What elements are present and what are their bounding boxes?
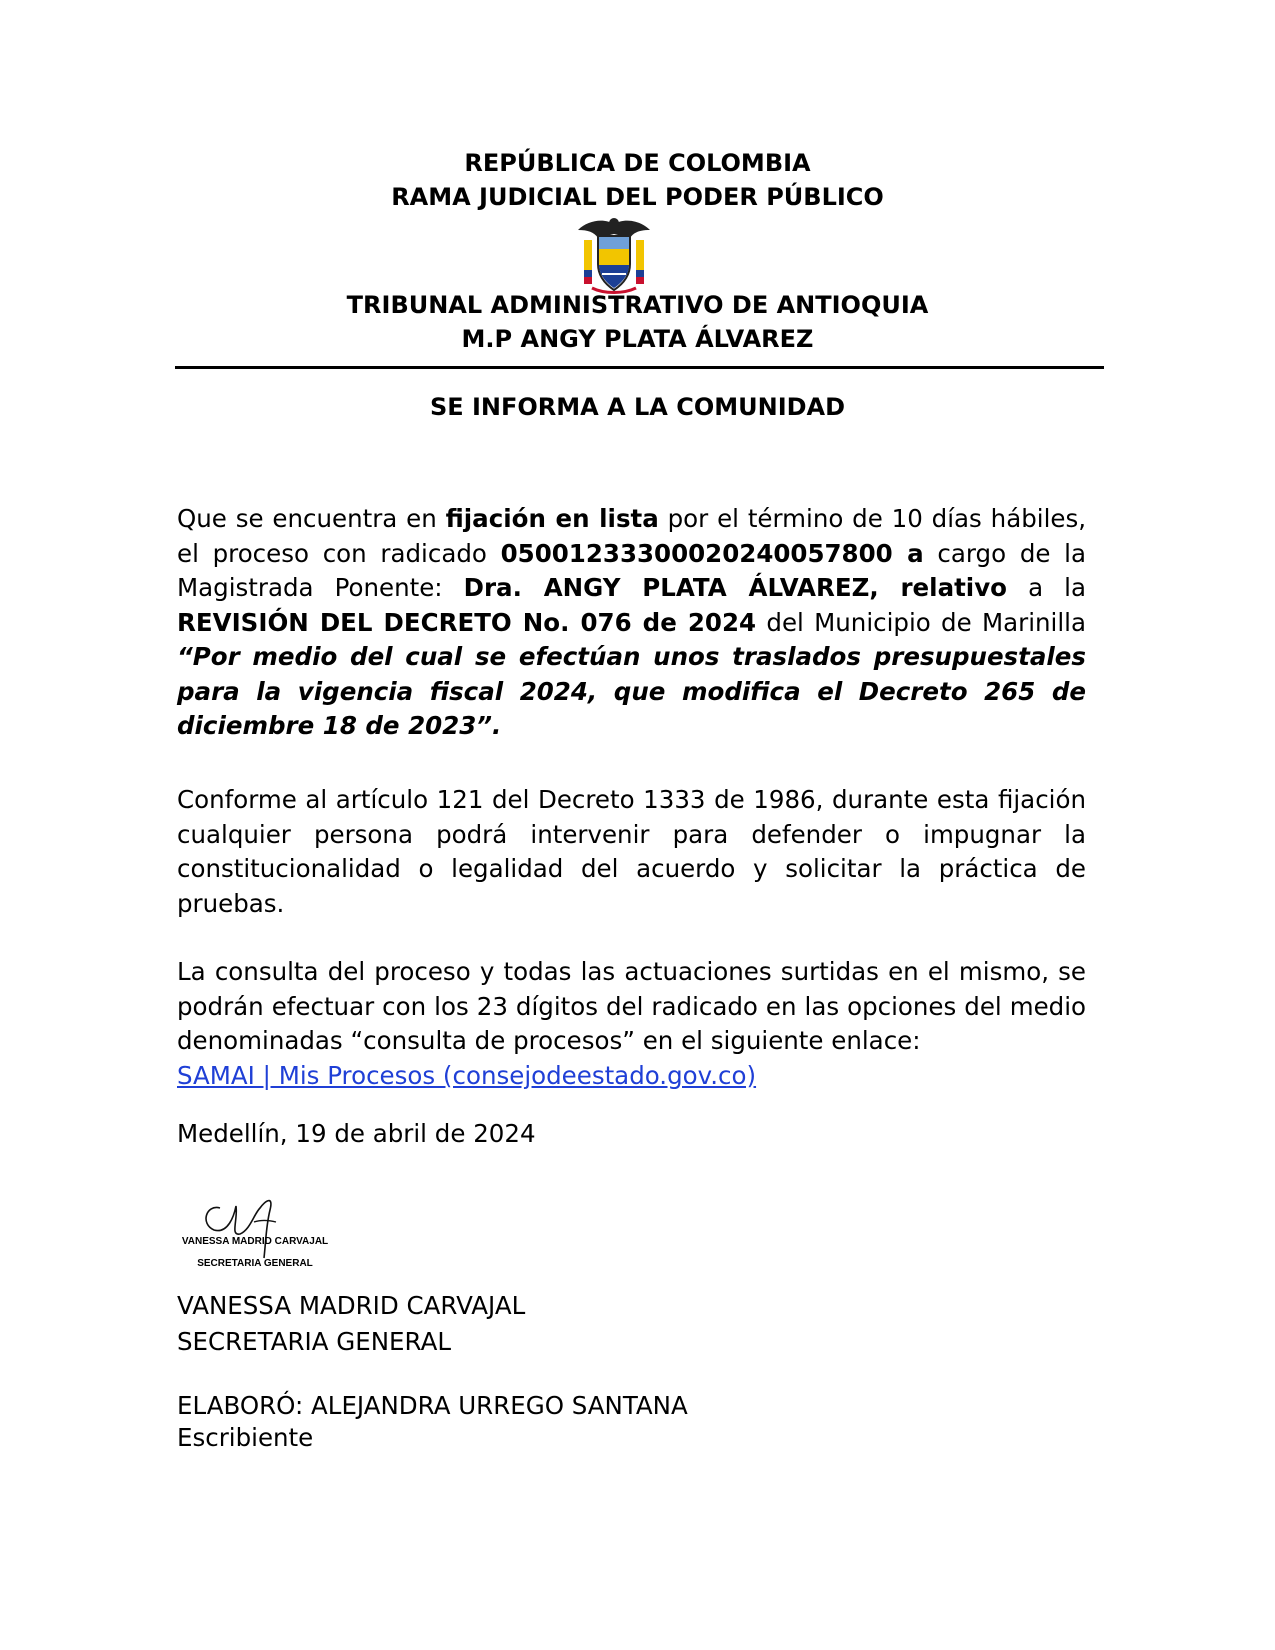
paragraph-consulta <box>177 955 1086 1093</box>
stamp-title: SECRETARIA GENERAL <box>197 1258 313 1269</box>
samai-link[interactable]: SAMAI | Mis Procesos (consejodeestado.gov.co) <box>177 1060 757 1090</box>
elaborated-by-role: Escribiente <box>177 1423 314 1452</box>
p1-fijacion-bold: fijación en lista <box>445 504 659 533</box>
p3-text: La consulta del proceso y todas las actuaciones surtidas en el mismo, se podrán efectuar con los 23 dígitos del radicado en las opciones del medio denominadas “consulta de procesos” en el siguiente enlace: <box>177 957 1086 1055</box>
paragraph-conforme: Conforme al artículo 121 del Decreto 1333 de 1986, durante esta fijación cualquier persona podrá intervenir para defender o impugnar la constitucionalidad o legalidad del acuerdo y solicitar la práctica de pruebas. <box>177 785 1086 918</box>
p1-magistrate-bold: Dra. ANGY PLATA ÁLVAREZ, relativo <box>463 573 1008 602</box>
p1-text-4: a la <box>1007 573 1086 602</box>
stamp-name: VANESSA MADRID CARVAJAL <box>181 1236 329 1247</box>
p1-text-2: por el término de 10 días hábiles, el proceso con radicado <box>177 504 1087 568</box>
signature-block <box>170 1180 340 1280</box>
document-date: Medellín, 19 de abril de 2024 <box>177 1119 536 1148</box>
p1-radicado-bold: 05001233300020240057800 a <box>500 538 924 568</box>
p1-text-3: cargo de la Magistrada Ponente: <box>177 538 1086 602</box>
p1-decree-bold: REVISIÓN DEL DECRETO No. 076 de 2024 <box>177 607 757 637</box>
header-divider <box>175 366 1104 369</box>
p1-text-5: del Municipio de Marinilla <box>756 607 1086 637</box>
p1-text-1: Que se encuentra en <box>177 504 446 533</box>
header-block-tribunal <box>175 288 1100 356</box>
branch-title: RAMA JUDICIAL DEL PODER PÚBLICO <box>391 183 884 211</box>
p1-decree-title: “Por medio del cual se efectúan unos traslados presupuestales para la vigencia fiscal 2024, que modifica el Decreto 265 de diciembre 18 de 2023”. <box>177 642 1086 740</box>
signer-title: SECRETARIA GENERAL <box>177 1327 451 1356</box>
header-block-top <box>175 146 1100 214</box>
notice-title: SE INFORMA A LA COMUNIDAD <box>429 393 846 421</box>
coat-of-arms-icon <box>574 214 654 294</box>
country-title: REPÚBLICA DE COLOMBIA <box>464 149 811 177</box>
paragraph-fijacion <box>177 502 1086 744</box>
signer-name: VANESSA MADRID CARVAJAL <box>177 1291 526 1320</box>
elaborated-by: ELABORÓ: ALEJANDRA URREGO SANTANA <box>177 1391 688 1420</box>
magistrate-title: M.P ANGY PLATA ÁLVAREZ <box>461 325 814 353</box>
tribunal-title: TRIBUNAL ADMINISTRATIVO DE ANTIOQUIA <box>346 291 929 319</box>
